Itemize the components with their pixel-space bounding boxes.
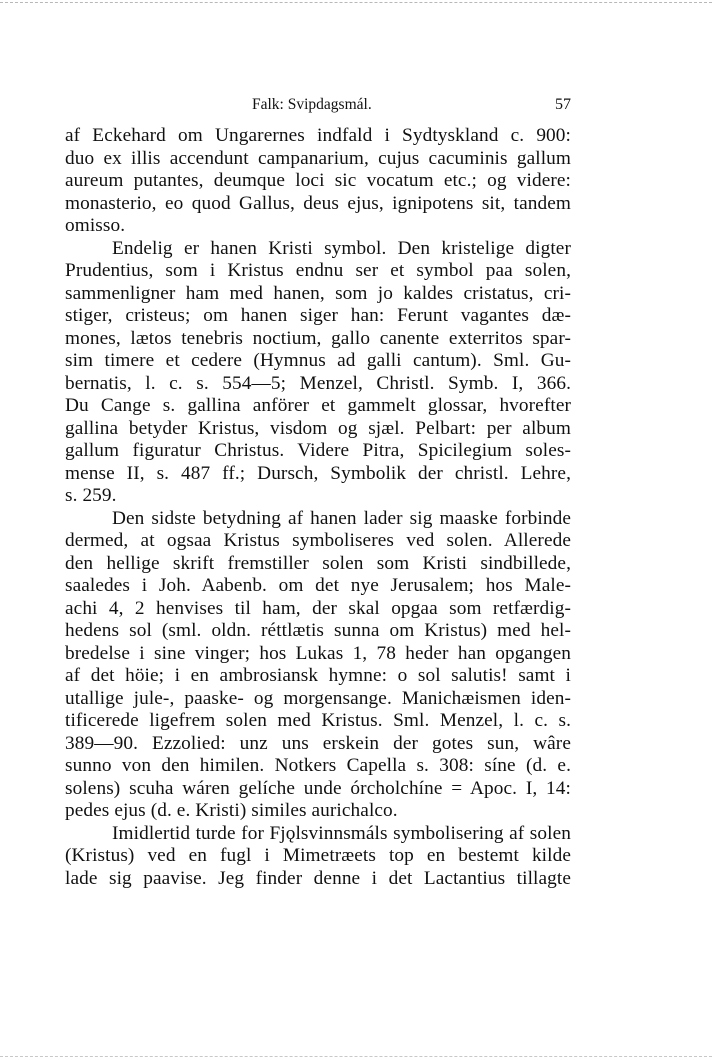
- text-line: mones, lætos tenebris noctium, gallo canente exterritos spar-: [65, 327, 571, 349]
- text-line: lade sig paavise. Jeg finder denne i det Lactantius tillagte: [65, 867, 571, 889]
- text-line: sim timere et cedere (Hymnus ad galli cantum). Sml. Gu-: [65, 350, 571, 371]
- scan-edge-bottom: [0, 1056, 712, 1057]
- body-text: [65, 125, 571, 890]
- text-line: saaledes i Joh. Aabenb. om det nye Jerusalem; hos Male-: [65, 575, 571, 596]
- text-line: duo ex illis accendunt campanarium, cujus cacuminis gallum: [65, 147, 571, 169]
- text-line: Den sidste betydning af hanen lader sig maaske forbinde: [112, 507, 571, 529]
- running-title: Falk: Svipdagsmál.: [252, 96, 372, 113]
- text-line: monasterio, eo quod Gallus, deus ejus, ignipotens sit, tandem: [65, 192, 571, 214]
- text-line: Imidlertid turde for Fjǫlsvinnsmáls symbolisering af solen: [112, 822, 571, 844]
- text-line: aureum putantes, deumque loci sic vocatum etc.; og videre:: [65, 170, 571, 191]
- text-line: sammenligner ham med hanen, som jo kaldes cristatus, cri-: [65, 282, 571, 304]
- text-line: gallum figuratur Christus. Videre Pitra, Spicilegium soles-: [65, 440, 571, 461]
- page-number: 57: [555, 96, 571, 113]
- text-line: gallina betyder Kristus, visdom og sjæl. Pelbart: per album: [65, 417, 571, 439]
- text-line: achi 4, 2 henvises til ham, der skal opgaa som retfærdig-: [65, 597, 571, 619]
- text-line: 389—90. Ezzolied: unz uns erskein der gotes sun, wâre: [65, 732, 571, 754]
- text-line: pedes ejus (d. e. Kristi) similes aurichalco.: [65, 800, 398, 821]
- text-line: dermed, at ogsaa Kristus symboliseres ved solen. Allerede: [65, 530, 571, 551]
- text-line: Endelig er hanen Kristi symbol. Den kristelige digter: [112, 237, 571, 259]
- text-line: den hellige skrift fremstiller solen som Kristi sindbillede,: [65, 552, 571, 574]
- text-line: omisso.: [65, 215, 126, 236]
- text-line: sunno von den himilen. Notkers Capella s. 308: síne (d. e.: [65, 755, 571, 776]
- text-line: hedens sol (sml. oldn. réttlætis sunna om Kristus) med hel-: [65, 620, 571, 641]
- text-line: tificerede ligefrem solen med Kristus. Sml. Menzel, l. c. s.: [65, 710, 571, 731]
- text-line: bernatis, l. c. s. 554—5; Menzel, Christl. Symb. I, 366.: [65, 372, 571, 394]
- text-line: bredelse i sine vinger; hos Lukas 1, 78 heder han opgangen: [65, 642, 571, 664]
- text-line: utallige jule-, paaske- og morgensange. Manichæismen iden-: [65, 687, 571, 709]
- text-line: Prudentius, som i Kristus endnu ser et symbol paa solen,: [65, 260, 571, 281]
- running-head: [65, 94, 571, 116]
- text-line: af Eckehard om Ungarernes indfald i Sydtyskland c. 900:: [65, 125, 571, 146]
- text-line: s. 259.: [65, 485, 117, 506]
- text-line: (Kristus) ved en fugl i Mimetræets top en bestemt kilde: [65, 845, 571, 866]
- text-line: Du Cange s. gallina anförer et gammelt glossar, hvorefter: [65, 395, 571, 416]
- scan-edge-top: [0, 2, 712, 3]
- text-line: mense II, s. 487 ff.; Dursch, Symbolik der christl. Lehre,: [65, 462, 571, 484]
- text-line: af det höie; i en ambrosiansk hymne: o sol salutis! samt i: [65, 665, 571, 686]
- text-line: stiger, cristeus; om hanen siger han: Ferunt vagantes dæ-: [65, 305, 571, 326]
- text-line: solens) scuha wáren gelíche unde órcholchíne = Apoc. I, 14:: [65, 777, 571, 799]
